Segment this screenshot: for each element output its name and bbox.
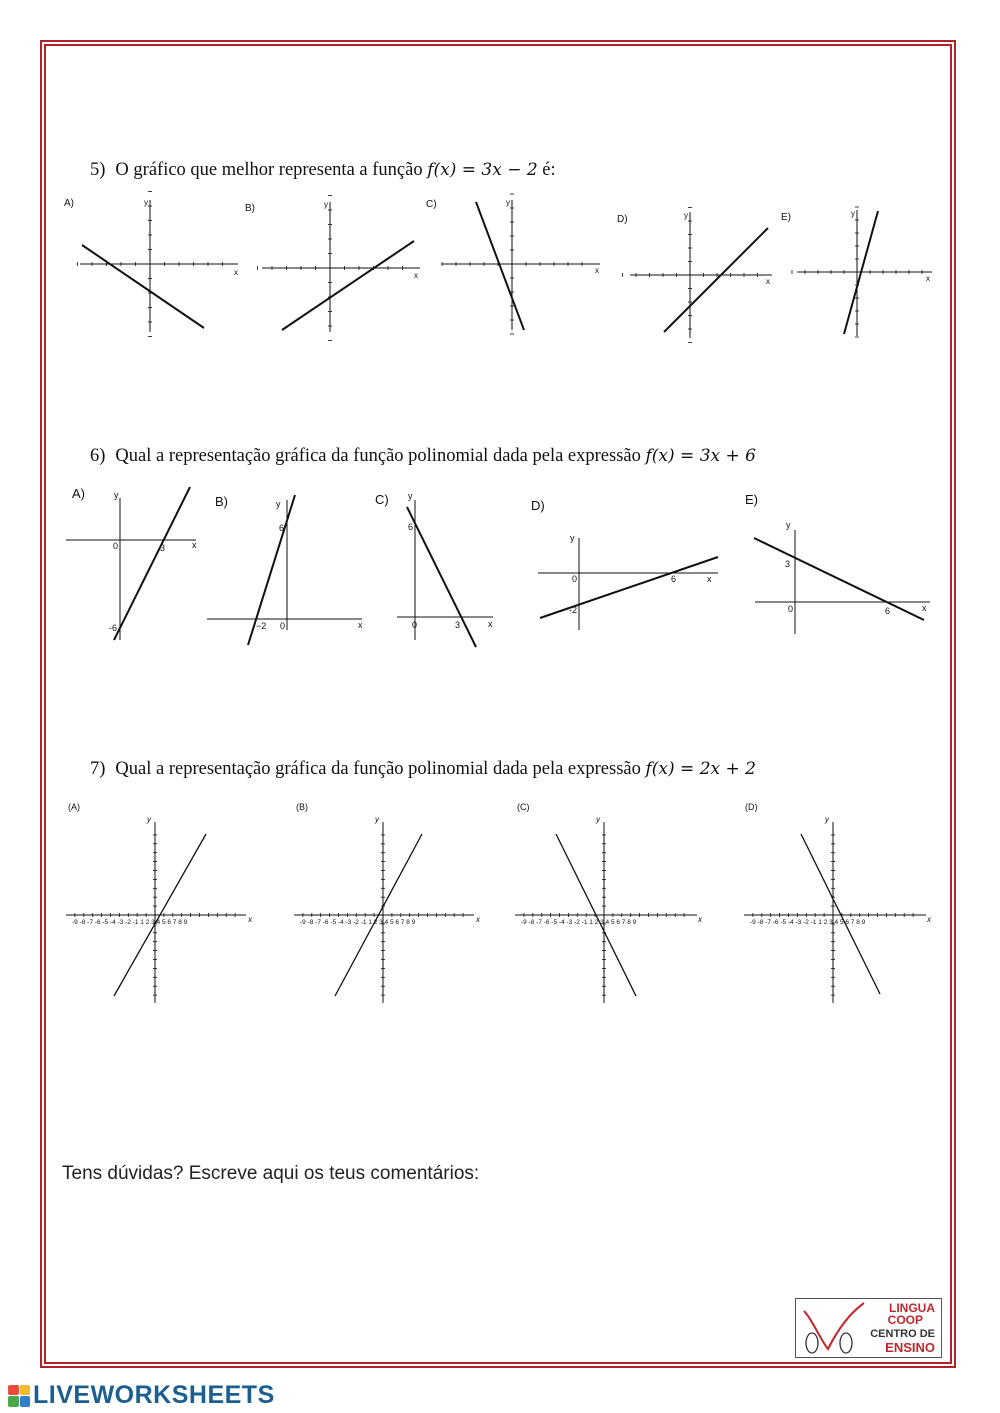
q7-option-d-label: (D) <box>745 802 758 812</box>
q7-graph-c <box>515 822 697 1003</box>
question-number: 5) <box>90 160 106 180</box>
axis-label-y: y <box>324 200 328 209</box>
question-number: 7) <box>90 759 106 779</box>
q5-option-c-label: C) <box>426 199 437 210</box>
q6-option-c-label: C) <box>375 492 389 507</box>
q6-graph-a <box>66 487 196 640</box>
lingua-coop-logo <box>795 1298 942 1358</box>
logo-line-2: COOP <box>887 1313 923 1327</box>
q7a-x-ticks: -9 -8 -7 -6 -5 -4 -3 -2 -1 1 2 3 4 5 6 7 8 9 <box>72 919 188 926</box>
axis-label-y: y <box>786 520 791 530</box>
logo-figure-icon <box>798 1299 868 1357</box>
q6b-label-6: 6 <box>279 523 285 533</box>
axis-label-y: y <box>506 198 510 207</box>
comments-prompt: Tens dúvidas? Escreve aqui os teus comentários: <box>62 1163 480 1184</box>
function-expression: f(x) = 3x − 2 <box>427 160 538 180</box>
axis-label-y: y <box>408 491 413 501</box>
q5-option-e-label: E) <box>781 212 791 223</box>
logo-line-3: CENTRO DE <box>870 1328 935 1340</box>
question-number: 6) <box>90 446 106 466</box>
q7-option-c-label: (C) <box>517 802 530 812</box>
q6b-label-0: 0 <box>280 621 286 631</box>
axis-label-x: x <box>414 271 418 280</box>
q7c-x-ticks: -9 -8 -7 -6 -5 -4 -3 -2 -1 1 2 3 4 5 6 7 8 9 <box>521 919 637 926</box>
axis-label-y: y <box>375 815 379 824</box>
q6c-label-0: 0 <box>412 620 418 630</box>
q5-option-a-label: A) <box>64 198 74 209</box>
q6e-label-6: 6 <box>885 606 891 616</box>
q6b-label-neg2: −2 <box>256 621 267 631</box>
q7d-x-ticks: -9 -8 -7 -6 -5 -4 -3 -2 -1 1 2 3 4 5 6 7 8 9 <box>750 919 866 926</box>
axis-label-y: y <box>144 198 148 207</box>
axis-label-y: y <box>147 815 151 824</box>
q5-graph-c <box>442 200 600 330</box>
q5-option-d-label: D) <box>617 214 628 225</box>
axis-label-y: y <box>596 815 600 824</box>
q6a-label-0: 0 <box>113 541 119 551</box>
function-expression: f(x) = 3x + 6 <box>645 446 756 466</box>
q7b-x-ticks: -9 -8 -7 -6 -5 -4 -3 -2 -1 1 2 3 4 5 6 7 8 9 <box>300 919 416 926</box>
q6d-label-neg2: -2 <box>569 605 578 615</box>
axis-label-x: x <box>488 619 493 629</box>
axis-label-x: x <box>926 274 930 283</box>
q7-graph-a <box>66 822 246 1003</box>
question-text: Qual a representação gráfica da função polinomial dada pela expressão <box>115 446 641 466</box>
q6e-label-0: 0 <box>788 604 794 614</box>
axis-label-x: x <box>192 540 197 550</box>
axis-label-y: y <box>825 815 829 824</box>
q6c-label-3: 3 <box>455 620 461 630</box>
q6c-label-6: 6 <box>408 522 414 532</box>
axis-label-y: y <box>114 490 119 500</box>
q6-option-a-label: A) <box>72 486 85 501</box>
q7-graph-b <box>294 822 474 1003</box>
question-text: Qual a representação gráfica da função polinomial dada pela expressão <box>115 759 641 779</box>
q6d-label-0: 0 <box>572 574 578 584</box>
liveworksheets-brand <box>8 1381 275 1410</box>
axis-label-y: y <box>570 533 575 543</box>
axis-label-x: x <box>927 915 931 924</box>
q5-graph-b <box>262 202 420 332</box>
axis-label-x: x <box>476 915 480 924</box>
axis-label-y: y <box>276 499 281 509</box>
q7-option-a-label: (A) <box>68 802 80 812</box>
q6-graph-e <box>754 530 930 634</box>
liveworksheets-wordmark: LIVEWORKSHEETS <box>33 1381 275 1409</box>
function-expression: f(x) = 2x + 2 <box>645 759 756 779</box>
q6-graph-d <box>538 538 718 630</box>
q5-graph-d <box>630 212 772 338</box>
logo-line-1: LINGUA <box>889 1301 935 1315</box>
q6a-label-3: 3 <box>160 543 166 553</box>
q6d-label-6: 6 <box>671 574 677 584</box>
logo-line-4: ENSINO <box>885 1340 935 1355</box>
q6-option-b-label: B) <box>215 494 228 509</box>
q6a-label-neg6: -6 <box>109 623 118 633</box>
q5-graph-e <box>797 210 932 336</box>
axis-label-y: y <box>684 211 688 220</box>
axis-label-x: x <box>248 915 252 924</box>
q5-option-b-label: B) <box>245 203 255 214</box>
axis-label-x: x <box>766 277 770 286</box>
axis-label-x: x <box>707 574 712 584</box>
q6e-label-3: 3 <box>785 559 791 569</box>
liveworksheets-icon <box>8 1385 30 1407</box>
axis-label-y: y <box>851 209 855 218</box>
axis-label-x: x <box>595 266 599 275</box>
question-suffix: é: <box>542 160 556 180</box>
q7-option-b-label: (B) <box>296 802 308 812</box>
q6-option-e-label: E) <box>745 492 758 507</box>
q7-graph-d <box>744 822 926 1003</box>
question-text: O gráfico que melhor representa a função <box>115 160 423 180</box>
q5-graph-a <box>80 200 238 332</box>
axis-label-x: x <box>922 603 927 613</box>
axis-label-x: x <box>234 268 238 277</box>
axis-label-x: x <box>358 620 363 630</box>
q6-option-d-label: D) <box>531 498 545 513</box>
axis-label-x: x <box>698 915 702 924</box>
